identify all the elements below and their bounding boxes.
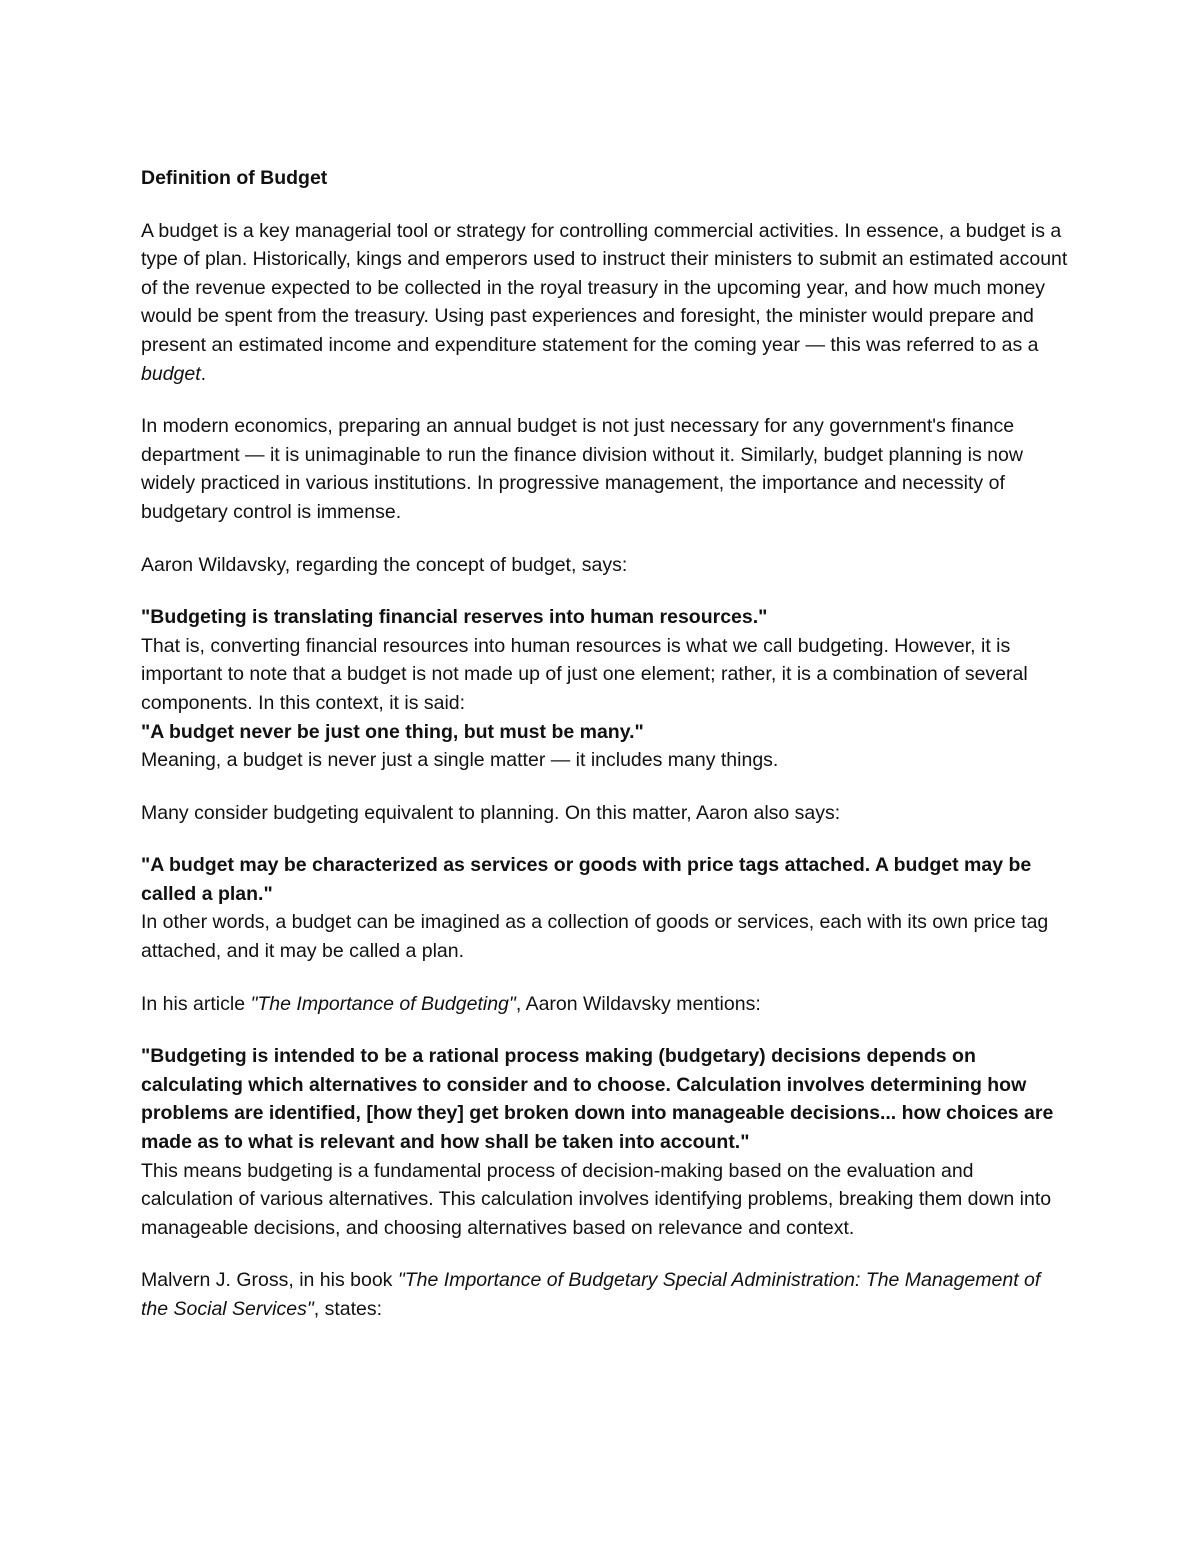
paragraph-planning-intro: Many consider budgeting equivalent to planning. On this matter, Aaron also says:	[141, 801, 841, 824]
paragraph-text: A budget is a key managerial tool or strategy for controlling commercial activities. In essence, a budget is a type of plan. Historically, kings and emperors used to instruct their ministers to submit an estimated account of the revenue expected to be collected in the royal treasury in the upcoming year, and how much money would be spent from the treasury. Using past experiences and foresight, the minister would prepare and present an estimated income and expenditure statement for the coming year — this was referred to as a	[141, 219, 1068, 356]
paragraph-quote-human-resources	[141, 603, 1071, 775]
document-title: Definition of Budget	[141, 167, 328, 189]
gross-intro-text: Malvern J. Gross, in his book	[141, 1269, 398, 1292]
explanation-many-things: Meaning, a budget is never just a single matter — it includes many things.	[141, 749, 779, 772]
explanation-rational-process: This means budgeting is a fundamental process of decision-making based on the evaluation and calculation of various alternatives. This calculation involves identifying problems, breaking them down into manageable decisions, and choosing alternatives based on relevance and context.	[141, 1159, 1052, 1239]
article-intro-text: In his article	[141, 992, 251, 1015]
paragraph-budget-definition	[141, 217, 1071, 389]
explanation-human-resources: That is, converting financial resources into human resources is what we call budgeting. However, it is important to note that a budget is not made up of just one element; rather, it is a combination of several components. In this context, it is said:	[141, 634, 1028, 714]
paragraph-gross-intro	[141, 1266, 1071, 1323]
document-page	[141, 164, 1071, 1348]
gross-intro-end: , states:	[313, 1298, 383, 1320]
article-title: "The Importance of Budgeting"	[250, 992, 516, 1015]
quote-human-resources: "Budgeting is translating financial reserves into human resources."	[141, 606, 768, 629]
quote-rational-process: "Budgeting is intended to be a rational process making (budgetary) decisions depends on calculating which alternatives to consider and to choose. Calculation involves determining how problems are identified, [how they] get broken down into manageable decisions... how choices are made as to what is relevant and how shall be taken into account."	[141, 1045, 1054, 1154]
paragraph-wildavsky-intro: Aaron Wildavsky, regarding the concept of budget, says:	[141, 553, 628, 576]
book-title: "The Importance of Budgetary Special Administration: The Management of the Social Services"	[141, 1269, 1041, 1320]
explanation-price-tags: In other words, a budget can be imagined as a collection of goods or services, each with its own price tag attached, and it may be called a plan.	[141, 911, 1049, 963]
emphasis-budget: budget	[141, 362, 201, 385]
quote-price-tags: "A budget may be characterized as services or goods with price tags attached. A budget may be called a plan."	[141, 854, 1032, 905]
paragraph-modern-economics: In modern economics, preparing an annual budget is not just necessary for any government's finance department — it is unimaginable to run the finance division without it. Similarly, budget planning is now widely practiced in various institutions. In progressive management, the importance and necessity of budgetary control is immense.	[141, 415, 1023, 523]
paragraph-quote-rational-process	[141, 1042, 1071, 1242]
quote-many-things: "A budget never be just one thing, but must be many."	[141, 720, 644, 743]
article-intro-end: , Aaron Wildavsky mentions:	[515, 992, 761, 1015]
paragraph-article-intro	[141, 990, 1071, 1019]
paragraph-quote-price-tags	[141, 851, 1071, 965]
paragraph-end: .	[200, 362, 207, 385]
